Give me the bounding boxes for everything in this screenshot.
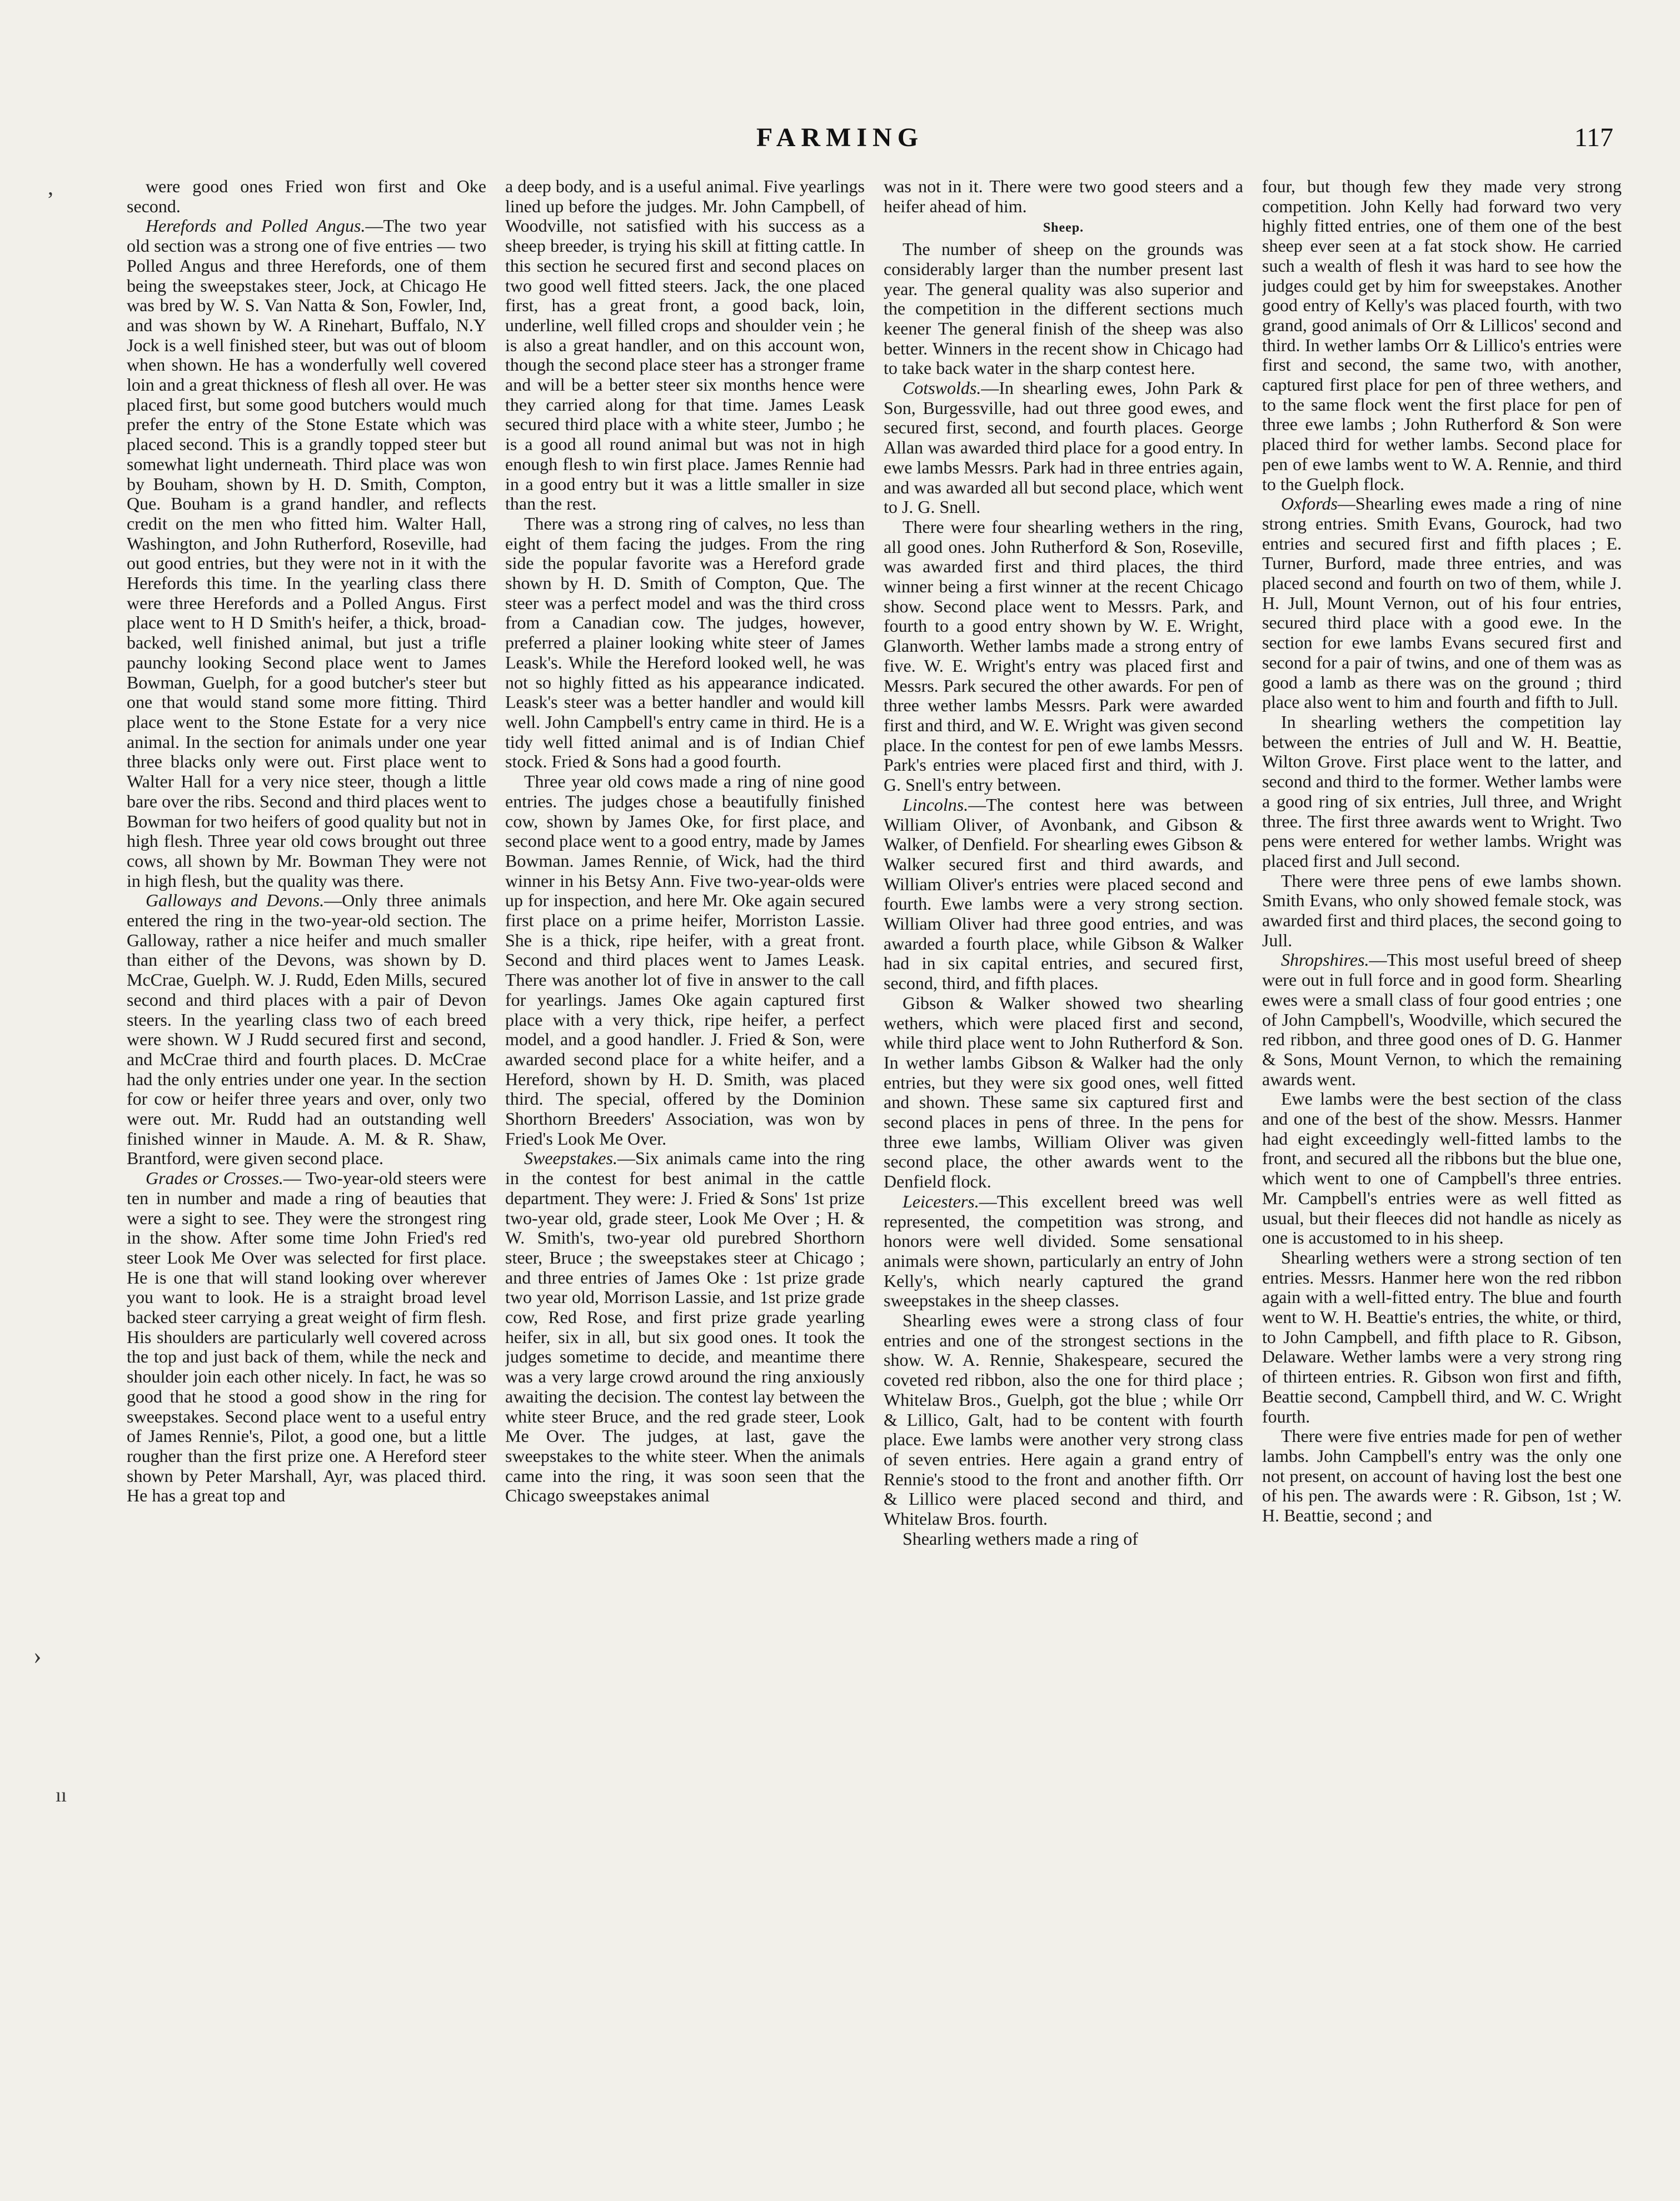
section-title: Leicesters. bbox=[903, 1191, 979, 1211]
article-paragraph bbox=[1262, 1248, 1622, 1426]
article-paragraph bbox=[505, 1149, 865, 1506]
article-paragraph bbox=[505, 177, 865, 514]
section-title: Oxfords bbox=[1281, 493, 1338, 514]
article-paragraph bbox=[1262, 1089, 1622, 1248]
paragraph-text: The number of sheep on the grounds was considerably larger than the number present last year. The general quality was also superior and the competition in the different sections much keener The general finish of the sheep was also better. Winners in the recent show in Chicago had to take back water in the sharp contest here. bbox=[884, 239, 1243, 378]
column-2 bbox=[505, 177, 865, 2155]
paragraph-text: was not in it. There were two good steers and a heifer ahead of him. bbox=[884, 177, 1243, 216]
article-paragraph bbox=[505, 514, 865, 772]
paragraph-text: In shearling wethers the competition lay between the entries of Jull and W. H. Beattie, Wilton Grove. First place went to the latter, and second and third to the former. Wether lambs were a good ring of six entries, Jull three, and Wright three. The first three awards went to Wright. Two pens were entered for wether lambs. Wright was placed first and Jull second. bbox=[1262, 711, 1622, 871]
section-title: Galloways and Devons. bbox=[146, 890, 325, 911]
paragraph-text: —Only three animals entered the ring in the two-year-old section. The Galloway, rather a nice heifer and much smaller than either of the Devons, was shown by D. McCrae, Guelph. W. J. Rudd, Eden Mills, secured second and third places with a pair of Devon steers. In the yearling class two of each breed were shown. W J Rudd secured first and second, and McCrae third and fourth places. D. McCrae had the only entries under one year. In the section for cow or heifer three years and over, only two were out. Mr. Rudd had an outstanding well finished winner in Maude. A. M. & R. Shaw, Brantford, were given second place. bbox=[127, 890, 486, 1169]
paragraph-text: Shearling wethers made a ring of bbox=[903, 1528, 1138, 1549]
article-paragraph bbox=[127, 891, 486, 1169]
section-title: Shropshires. bbox=[1281, 950, 1369, 970]
paragraph-text: There was a strong ring of calves, no less than eight of them facing the judges. From the ring side the popular favorite was a Hereford grade shown by H. D. Smith of Compton, Que. The steer was a perfect model and was the third cross from a Canadian cow. The judges, however, preferred a plainer looking white steer of James Leask's. While the Hereford looked well, he was not so highly fitted as his appearance indicated. Leask's steer was a better handler and would kill well. John Campbell's entry came in third. He is a tidy well fitted animal and is of Indian Chief stock. Fried & Sons had a good fourth. bbox=[505, 513, 865, 772]
article-paragraph bbox=[1262, 1426, 1622, 1526]
paragraph-text: were good ones Fried won first and Oke second. bbox=[127, 177, 486, 216]
article-paragraph bbox=[1262, 494, 1622, 712]
margin-mark: ʼ bbox=[47, 187, 54, 212]
section-title: Cotswolds. bbox=[903, 378, 981, 398]
article-paragraph bbox=[1262, 177, 1622, 494]
article-paragraph bbox=[127, 216, 486, 891]
page-number: 117 bbox=[1574, 123, 1613, 152]
article-paragraph bbox=[505, 772, 865, 1149]
article-paragraph bbox=[884, 795, 1243, 994]
article-paragraph bbox=[127, 1169, 486, 1506]
paragraph-text: —This excellent breed was well represented, the competition was strong, and honors were well divided. Some sensational animals were shown, particularly an entry of John Kelly's, which nearly captured the grand sweepstakes in the sheep classes. bbox=[884, 1191, 1243, 1311]
article-paragraph bbox=[884, 517, 1243, 795]
running-head bbox=[0, 122, 1680, 156]
column-1 bbox=[127, 177, 486, 2155]
paragraph-text: There were five entries made for pen of wether lambs. John Campbell's entry was the only one not present, on account of having lost the best one of his pen. The awards were : R. Gibson, 1st ; W. H. Beattie, second ; and bbox=[1262, 1426, 1622, 1526]
paragraph-text: Gibson & Walker showed two shearling wethers, which were placed first and second, while third place went to John Rutherford & Son. In wether lambs Gibson & Walker had the only entries, but they were six good ones, well fitted and shown. These same six captured first and second places in pens of three. In the pens for three ewe lambs, William Oliver was given second place, the other awards went to the Denfield flock. bbox=[884, 992, 1243, 1192]
paragraph-text: —The contest here was between William Oliver, of Avonbank, and Gibson & Walker, of Denfield. For shearling ewes Gibson & Walker secured first and third awards, and William Oliver's entries were placed second and fourth. Ewe lambs were a very strong section. William Oliver had three good entries, and was awarded a fourth place, while Gibson & Walker had in six capital entries, and secured first, second, third, and fifth places. bbox=[884, 794, 1243, 994]
paragraph-text: — Two-year-old steers were ten in number and made a ring of beauties that were a sight to see. They were the strongest ring in the show. After some time John Fried's red steer Look Me Over was selected for first place. He is one that will stand looking over wherever you want to look. He is a straight broad level backed steer carrying a great weight of firm flesh. His shoulders are particularly well covered across the top and just back of them, while the neck and shoulder join each other nicely. In fact, he was so good that he stood a good show in the ring for sweepstakes. Second place went to a useful entry of James Rennie's, Pilot, a good one, but a little rougher than the first prize one. A Hereford steer shown by Peter Marshall, Ayr, was placed third. He has a great top and bbox=[127, 1168, 486, 1506]
article-paragraph bbox=[884, 994, 1243, 1192]
article-paragraph bbox=[884, 239, 1243, 378]
paragraph-text: —This most useful breed of sheep were out in full force and in good form. Shearling ewes were a small class of four good entries ; one of John Campbell's, Woodville, which secured the red ribbon, and three good ones of D. G. Hanmer & Sons, Mount Vernon, to which the remaining awards went. bbox=[1262, 950, 1622, 1089]
text-columns bbox=[127, 177, 1622, 2155]
article-paragraph bbox=[884, 177, 1243, 216]
paragraph-text: Three year old cows made a ring of nine good entries. The judges chose a beautifully finished cow, shown by James Oke, for first place, and second place went to a good entry, made by James Bowman. James Rennie, of Wick, had the third winner in his Betsy Ann. Five two-year-olds were up for inspection, and here Mr. Oke again secured first place on a prime heifer, Morriston Lassie. She is a thick, ripe heifer, with a great front. Second and third places went to James Leask. There was another lot of five in answer to the call for yearlings. James Oke again captured first place with a very thick, ripe heifer, a perfect model, and a good handler. J. Fried & Son, were awarded second place for a white heifer, and a Hereford, shown by H. D. Smith, was placed third. The special, offered by the Dominion Shorthorn Breeders' Association, was won by Fried's Look Me Over. bbox=[505, 771, 865, 1149]
article-paragraph bbox=[127, 177, 486, 216]
column-3 bbox=[884, 177, 1243, 2155]
column-4 bbox=[1262, 177, 1622, 2155]
article-paragraph bbox=[1262, 871, 1622, 951]
section-title: Grades or Crosses. bbox=[146, 1168, 283, 1189]
paragraph-text: Shearling ewes were a strong class of four entries and one of the strongest sections in the show. W. A. Rennie, Shakespeare, secured the coveted red ribbon, also the one for third place ; Whitelaw Bros., Guelph, got the blue ; while Orr & Lillico, Galt, had to be content with fourth place. Ewe lambs were another very strong class of seven entries. Here again a grand entry of Rennie's stood to the front and another fifth. Orr & Lillico were placed second and third, and Whitelaw Bros. fourth. bbox=[884, 1310, 1243, 1529]
article-paragraph bbox=[1262, 712, 1622, 871]
margin-mark: › bbox=[33, 1642, 42, 1669]
section-title: Sweepstakes. bbox=[524, 1148, 617, 1169]
paragraph-text: a deep body, and is a useful animal. Five yearlings lined up before the judges. Mr. John Campbell, of Woodville, not satisfied with his success as a sheep breeder, is trying his skill at fitting cattle. In this section he secured first and second places on two good well fitted steers. Jack, the one placed first, has a great front, a good back, loin, underline, well filled crops and shoulder vein ; he is also a great handler, and on this account won, though the second place steer has a stronger frame and will be a better steer six months hence were they carried along for that time. James Leask secured third place with a white steer, Jumbo ; he is a good all round animal but was not in high enough flesh to win first place. James Rennie had in a good entry but it was a little smaller in size than the rest. bbox=[505, 177, 865, 514]
article-paragraph bbox=[1262, 950, 1622, 1089]
paragraph-text: There were four shearling wethers in the ring, all good ones. John Rutherford & Son, Roseville, was awarded first and third places, the third winner being a first winner at the recent Chicago show. Second place went to Messrs. Park, and fourth to a good entry shown by W. E. Wright, Glanworth. Wether lambs made a strong entry of five. W. E. Wright's entry was placed first and Messrs. Park secured the other awards. For pen of three wether lambs Messrs. Park were awarded first and third, and W. E. Wright was given second place. In the contest for pen of ewe lambs Messrs. Park's entries were placed first and third, with J. G. Snell's entry between. bbox=[884, 516, 1243, 795]
article-paragraph bbox=[884, 378, 1243, 517]
article-paragraph bbox=[884, 1529, 1243, 1549]
article-paragraph bbox=[884, 1311, 1243, 1529]
section-heading: Sheep. bbox=[1043, 221, 1084, 236]
paragraph-text: —Six animals came into the ring in the contest for best animal in the cattle department. They were: J. Fried & Sons' 1st prize two-year old, grade steer, Look Me Over ; H. & W. Smith's, two-year old purebred Shorthorn steer, Bruce ; the sweepstakes steer at Chicago ; and three entries of James Oke : 1st prize grade two year old, Morrison Lassie, and 1st prize grade cow, Red Rose, and first prize grade yearling heifer, six in all, but six good ones. It took the judges sometime to decide, and meantime there was a very large crowd around the ring anxiously awaiting the decision. The contest lay between the white steer Bruce, and the red grade steer, Look Me Over. The judges, at last, gave the sweepstakes to the white steer. When the animals came into the ring, it was soon seen that the Chicago sweepstakes animal bbox=[505, 1148, 865, 1506]
section-title: Lincolns. bbox=[903, 794, 969, 815]
section-title: Herefords and Polled Angus. bbox=[146, 216, 366, 236]
article-paragraph bbox=[884, 1192, 1243, 1311]
page-title: FARMING bbox=[756, 123, 924, 152]
paragraph-text: There were three pens of ewe lambs shown. Smith Evans, who only showed female stock, was awarded first and third places, the second going to Jull. bbox=[1262, 870, 1622, 950]
paragraph-text: —Shearling ewes made a ring of nine strong entries. Smith Evans, Gourock, had two entries and secured first and fifth places ; E. Turner, Burford, made three entries, and was placed second and fourth on two of them, while J. H. Jull, Mount Vernon, out of his four entries, secured third place with a good ewe. In the section for ewe lambs Evans secured first and second for a pair of twins, and one of them was as good a lamb as there was on the ground ; third place also went to him and fourth and fifth to Jull. bbox=[1262, 493, 1622, 712]
paragraph-text: Shearling wethers were a strong section of ten entries. Messrs. Hanmer here won the red ribbon again with a well-fitted entry. The blue and fourth went to W. H. Beattie's entries, the white, or third, to John Campbell, and fifth place to R. Gibson, Delaware. Wether lambs were a very strong ring of thirteen entries. R. Gibson won first and fifth, Beattie second, Campbell third, and W. C. Wright fourth. bbox=[1262, 1247, 1622, 1426]
paragraph-text: Ewe lambs were the best section of the class and one of the best of the show. Messrs. Hanmer had eight exceedingly well-fitted lambs to the front, and secured all the ribbons but the blue one, which went to one of Campbell's three entries. Mr. Campbell's entries were as well fitted as usual, but their fleeces did not handle as nicely as one is accustomed to in his sheep. bbox=[1262, 1089, 1622, 1248]
paragraph-text: —In shearling ewes, John Park & Son, Burgessville, had out three good ewes, and secured first, second, and fourth places. George Allan was awarded third place for a good entry. In ewe lambs Messrs. Park had in three entries again, and was awarded all but second place, which went to J. G. Snell. bbox=[884, 378, 1243, 517]
paragraph-text: —The two year old section was a strong one of five entries — two Polled Angus and three Herefords, one of them being the sweepstakes steer, Jock, at Chicago He was bred by W. S. Van Natta & Son, Fowler, Ind, and was shown by W. A Rinehart, Buffalo, N.Y Jock is a well finished steer, but was out of bloom when shown. He has a wonderfully well covered loin and a great thickness of flesh all over. He was placed first, but some good butchers would much prefer the entry of the Stone Estate which was placed second. This is a grandly topped steer but somewhat light underneath. Third place was won by Bouham, shown by H. D. Smith, Compton, Que. Bouham is a grand handler, and reflects credit on the men who fitted him. Walter Hall, Washington, and John Rutherford, Roseville, had out good entries, but they were not in it with the Herefords this time. In the yearling class there were three Herefords and a Polled Angus. First place went to H D Smith's heifer, a thick, broad-backed, well finished animal, but just a trifle paunchy looking Second place went to James Bowman, Guelph, for a good butcher's steer but one that would stand some more fitting. Third place went to the Stone Estate for a very nice animal. In the section for animals under one year three blacks only were out. First place went to Walter Hall for a very nice steer, though a little bare over the ribs. Second and third places went to Bowman for two heifers of good quality but not in high flesh. Three year old cows brought out three cows, all shown by Mr. Bowman They were not in high flesh, but the quality was there. bbox=[127, 216, 486, 891]
margin-mark: ıı bbox=[56, 1784, 67, 1806]
paragraph-text: four, but though few they made very strong competition. John Kelly had forward two very highly fitted entries, one of them one of the best sheep ever seen at a fat stock show. He carried such a wealth of flesh it was hard to see how the judges could get by him for sweepstakes. Another good entry of Kelly's was placed fourth, with two grand, good animals of Orr & Lillicos' second and third. In wether lambs Orr & Lillico's entries were first and second, the same two, with another, captured first place for pen of three wethers, and to the same flock went the first place for pen of three ewe lambs ; John Rutherford & Son were placed third for wether lambs. Second place for pen of ewe lambs went to W. A. Rennie, and third to the Guelph flock. bbox=[1262, 177, 1622, 494]
